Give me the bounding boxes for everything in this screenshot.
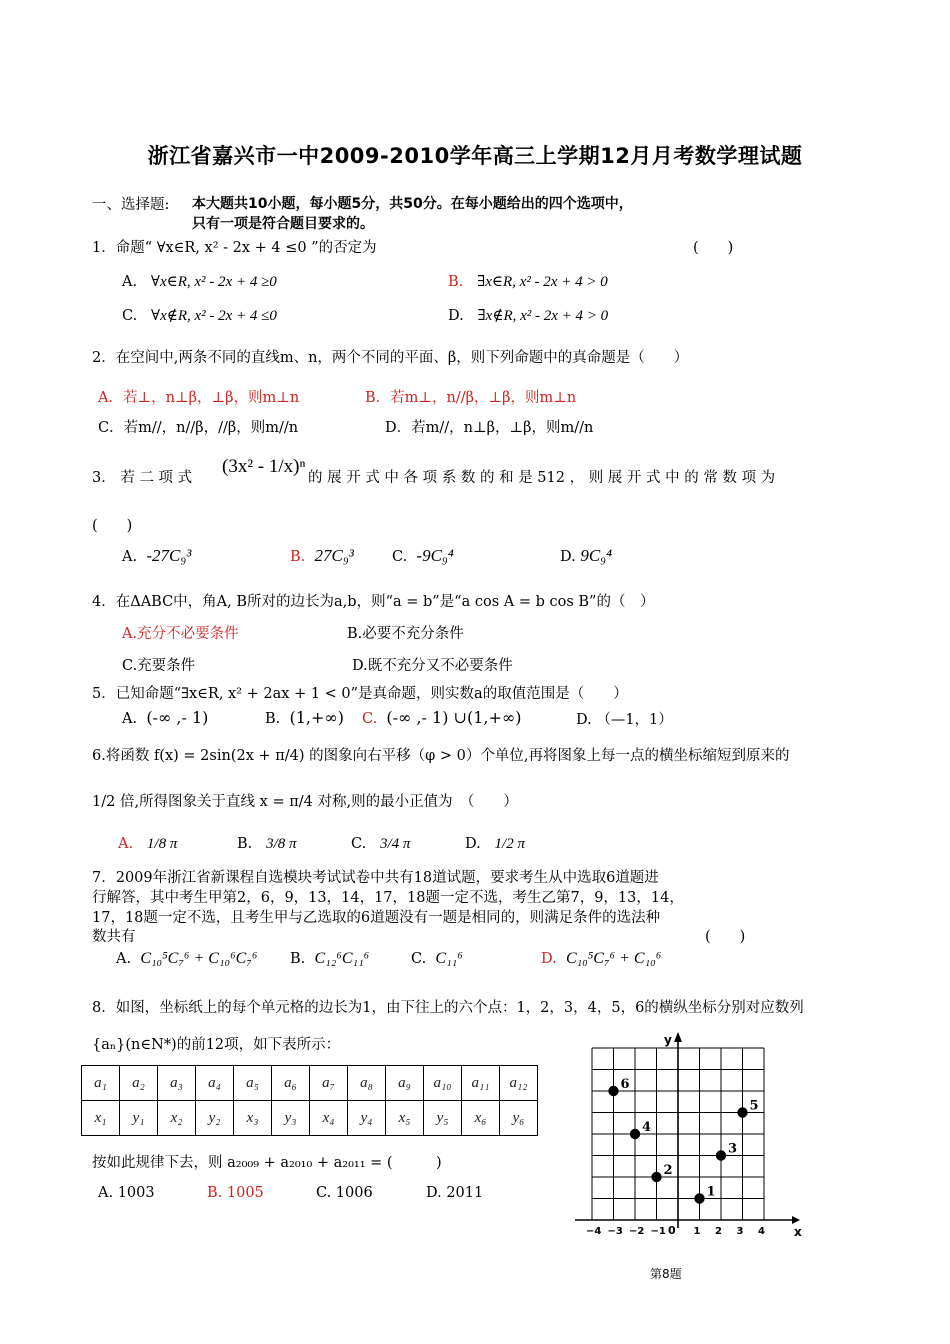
table-row bbox=[82, 1066, 538, 1101]
point-marker bbox=[630, 1129, 640, 1139]
q8-option-a[interactable]: A. 1003 bbox=[98, 1185, 155, 1201]
sequence-points bbox=[608, 1077, 758, 1204]
y-axis-label: y bbox=[664, 1033, 672, 1047]
q7-line-4: 数共有 bbox=[92, 929, 136, 945]
q5-stem: 5．已知命题“∃x∈R, x² + 2ax + 1 < 0”是真命题，则实数a的取值范围是（ ） bbox=[92, 686, 628, 702]
table-cell: a₄ bbox=[196, 1066, 234, 1101]
table-cell: x₆ bbox=[462, 1101, 500, 1136]
q6-line-1: 6.将函数 f(x) = 2sin(2x + π/4) 的图象向右平移（φ > 0）个单位,再将图象上每一点的横坐标缩短到原来的 bbox=[92, 748, 790, 764]
q7-option-c[interactable]: C. C₁₁⁶ bbox=[411, 950, 463, 967]
q4-option-a[interactable]: A.充分不必要条件 bbox=[122, 626, 239, 642]
x-tick-label: −2 bbox=[629, 1226, 645, 1237]
q1-stem: 1．命题“ ∀x∈R, x² - 2x + 4 ≤0 ”的否定为 bbox=[92, 240, 377, 256]
q7-line-1: 7．2009年浙江省新课程自选模块考试试卷中共有18道试题，要求考生从中选取6道题进 bbox=[92, 870, 659, 886]
q6-option-d[interactable]: D. 1/2 π bbox=[465, 836, 525, 852]
table-row bbox=[82, 1101, 538, 1136]
point-label: 2 bbox=[663, 1163, 673, 1178]
table-cell: y₁ bbox=[120, 1101, 158, 1136]
q1-option-b[interactable]: B. ∃x∈R, x² - 2x + 4 > 0 bbox=[448, 274, 608, 290]
q6-option-a[interactable]: A. 1/8 π bbox=[118, 836, 178, 852]
table-cell: a₉ bbox=[386, 1066, 424, 1101]
section-label: 一、选择题: bbox=[92, 197, 170, 213]
q1-option-c[interactable]: C. ∀x∉R, x² - 2x + 4 ≤0 bbox=[122, 308, 277, 324]
q7-line-2: 行解答，其中考生甲第2，6，9，13，14，17，18题一定不选，考生乙第7，9，13，14， bbox=[92, 890, 684, 906]
q2-option-a[interactable]: A．若⊥，n⊥β，⊥β，则m⊥n bbox=[98, 390, 300, 406]
table-cell: a₃ bbox=[158, 1066, 196, 1101]
point-label: 3 bbox=[728, 1141, 738, 1157]
q4-option-d[interactable]: D.既不充分又不必要条件 bbox=[352, 658, 513, 674]
q5-option-b[interactable]: B. (1,+∞) bbox=[265, 708, 344, 727]
point-marker bbox=[737, 1107, 747, 1117]
x-tick-label: −4 bbox=[586, 1226, 602, 1237]
table-cell: y₃ bbox=[272, 1101, 310, 1136]
x-tick-label: 3 bbox=[736, 1226, 744, 1237]
table-cell: x₃ bbox=[234, 1101, 272, 1136]
x-tick-label: 2 bbox=[715, 1226, 722, 1237]
point-marker bbox=[716, 1150, 726, 1160]
q4-option-c[interactable]: C.充要条件 bbox=[122, 658, 196, 674]
q3-option-d[interactable]: D. 9C₉⁴ bbox=[560, 546, 612, 565]
q4-option-b[interactable]: B.必要不充分条件 bbox=[347, 626, 464, 642]
q2-option-d[interactable]: D．若m//，n⊥β，⊥β，则m//n bbox=[385, 420, 594, 436]
q3-option-a[interactable]: A. -27C₉³ bbox=[122, 546, 192, 565]
q3-bracket: ( ) bbox=[92, 518, 133, 534]
point-label: 5 bbox=[749, 1098, 759, 1114]
table-cell: a₇ bbox=[310, 1066, 348, 1101]
table-cell: x₅ bbox=[386, 1101, 424, 1136]
figure-caption: 第8题 bbox=[650, 1267, 682, 1281]
table-cell: y₅ bbox=[424, 1101, 462, 1136]
table-cell: y₄ bbox=[348, 1101, 386, 1136]
q3-binomial-expression: (3x² - 1/x)ⁿ bbox=[222, 456, 306, 477]
q8-option-c[interactable]: C. 1006 bbox=[316, 1185, 373, 1201]
point-label: 4 bbox=[642, 1120, 652, 1135]
x-tick-label: −1 bbox=[650, 1226, 666, 1237]
table-cell: a₁₀ bbox=[424, 1066, 462, 1101]
table-cell: a₁₁ bbox=[462, 1066, 500, 1101]
page-title: 浙江省嘉兴市一中2009-2010学年高三上学期12月月考数学理试题 bbox=[147, 144, 803, 168]
table-cell: a₁₂ bbox=[500, 1066, 538, 1101]
table-cell: y₂ bbox=[196, 1101, 234, 1136]
coordinate-grid-figure bbox=[570, 1030, 820, 1245]
q8-line-1: 8．如图，坐标纸上的每个单元格的边长为1，由下往上的六个点：1，2，3，4，5，6的横纵坐标分别对应数列 bbox=[92, 1000, 804, 1016]
y-axis-arrow bbox=[674, 1032, 682, 1042]
q5-option-d[interactable]: D. （—1，1） bbox=[576, 712, 673, 728]
q1-bracket: ( ) bbox=[693, 240, 734, 256]
q3-option-b[interactable]: B. 27C₉³ bbox=[290, 546, 354, 565]
q7-option-a[interactable]: A. C₁₀⁵C₇⁶ + C₁₀⁶C₇⁶ bbox=[116, 950, 258, 967]
q2-option-c[interactable]: C．若m//，n//β，//β，则m//n bbox=[98, 420, 299, 436]
table-cell: a₂ bbox=[120, 1066, 158, 1101]
table-cell: y₆ bbox=[500, 1101, 538, 1136]
q7-line-3: 17，18题一定不选，且考生甲与乙选取的6道题没有一题是相同的，则满足条件的选法种 bbox=[92, 910, 661, 926]
table-cell: a₁ bbox=[82, 1066, 120, 1101]
point-marker bbox=[694, 1193, 704, 1203]
table-cell: a₈ bbox=[348, 1066, 386, 1101]
x-tick-label: −3 bbox=[607, 1226, 623, 1237]
q7-option-d[interactable]: D. C₁₀⁵C₇⁶ + C₁₀⁶ bbox=[541, 950, 662, 967]
q3-stem-suffix: 的 展 开 式 中 各 项 系 数 的 和 是 512 ， 则 展 开 式 中 的 常 数 项 为 bbox=[308, 470, 776, 486]
q7-bracket: ( ) bbox=[705, 929, 746, 945]
q3-option-c[interactable]: C. -9C₉⁴ bbox=[392, 546, 454, 565]
q6-line-2: 1/2 倍,所得图象关于直线 x = π/4 对称,则的最小正值为 （ ） bbox=[92, 794, 518, 810]
q8-line-2: {aₙ}(n∈N*)的前12项，如下表所示： bbox=[92, 1037, 341, 1053]
q6-option-c[interactable]: C. 3/4 π bbox=[351, 836, 411, 852]
section-instruction-2: 只有一项是符合题目要求的。 bbox=[192, 216, 374, 232]
q8-question: 按如此规律下去，则 a₂₀₀₉ + a₂₀₁₀ + a₂₀₁₁ = ( ) bbox=[92, 1155, 442, 1171]
section-instruction-1: 本大题共10小题，每小题5分，共50分。在每小题给出的四个选项中， bbox=[192, 196, 633, 212]
q8-option-b[interactable]: B. 1005 bbox=[207, 1185, 264, 1201]
origin-label: 0 bbox=[668, 1224, 676, 1237]
q3-stem-prefix: 3． 若 二 项 式 bbox=[92, 470, 193, 486]
q2-option-b[interactable]: B．若m⊥，n//β，⊥β，则m⊥n bbox=[365, 390, 577, 406]
table-cell: x₂ bbox=[158, 1101, 196, 1136]
q1-option-a[interactable]: A. ∀x∈R, x² - 2x + 4 ≥0 bbox=[122, 274, 277, 290]
table-cell: x₄ bbox=[310, 1101, 348, 1136]
point-marker bbox=[608, 1086, 618, 1096]
q4-stem: 4．在ΔABC中，角A, B所对的边长为a,b，则“a = b”是“a cos A = b cos B”的（ ） bbox=[92, 594, 655, 610]
q1-option-d[interactable]: D. ∃x∉R, x² - 2x + 4 > 0 bbox=[448, 308, 609, 324]
x-tick-label: 1 bbox=[693, 1226, 701, 1237]
point-label: 6 bbox=[620, 1077, 630, 1092]
table-cell: x₁ bbox=[82, 1101, 120, 1136]
q7-option-b[interactable]: B. C₁₂⁶C₁₁⁶ bbox=[290, 950, 370, 967]
q5-option-c[interactable]: C. (-∞ ,- 1) ∪(1,+∞) bbox=[362, 708, 522, 727]
point-marker bbox=[651, 1172, 661, 1182]
point-label: 1 bbox=[706, 1184, 716, 1200]
q2-stem: 2．在空间中,两条不同的直线m、n，两个不同的平面、β，则下列命题中的真命题是（ ） bbox=[92, 350, 689, 366]
table-cell: a₆ bbox=[272, 1066, 310, 1101]
q6-option-b[interactable]: B. 3/8 π bbox=[237, 836, 297, 852]
sequence-table bbox=[81, 1065, 538, 1136]
x-tick-label: 4 bbox=[758, 1226, 765, 1237]
x-axis-arrow bbox=[792, 1216, 800, 1224]
table-cell: a₅ bbox=[234, 1066, 272, 1101]
q8-option-d[interactable]: D. 2011 bbox=[426, 1185, 484, 1201]
x-axis-label: x bbox=[794, 1225, 802, 1239]
q5-option-a[interactable]: A. (-∞ ,- 1) bbox=[122, 708, 209, 727]
